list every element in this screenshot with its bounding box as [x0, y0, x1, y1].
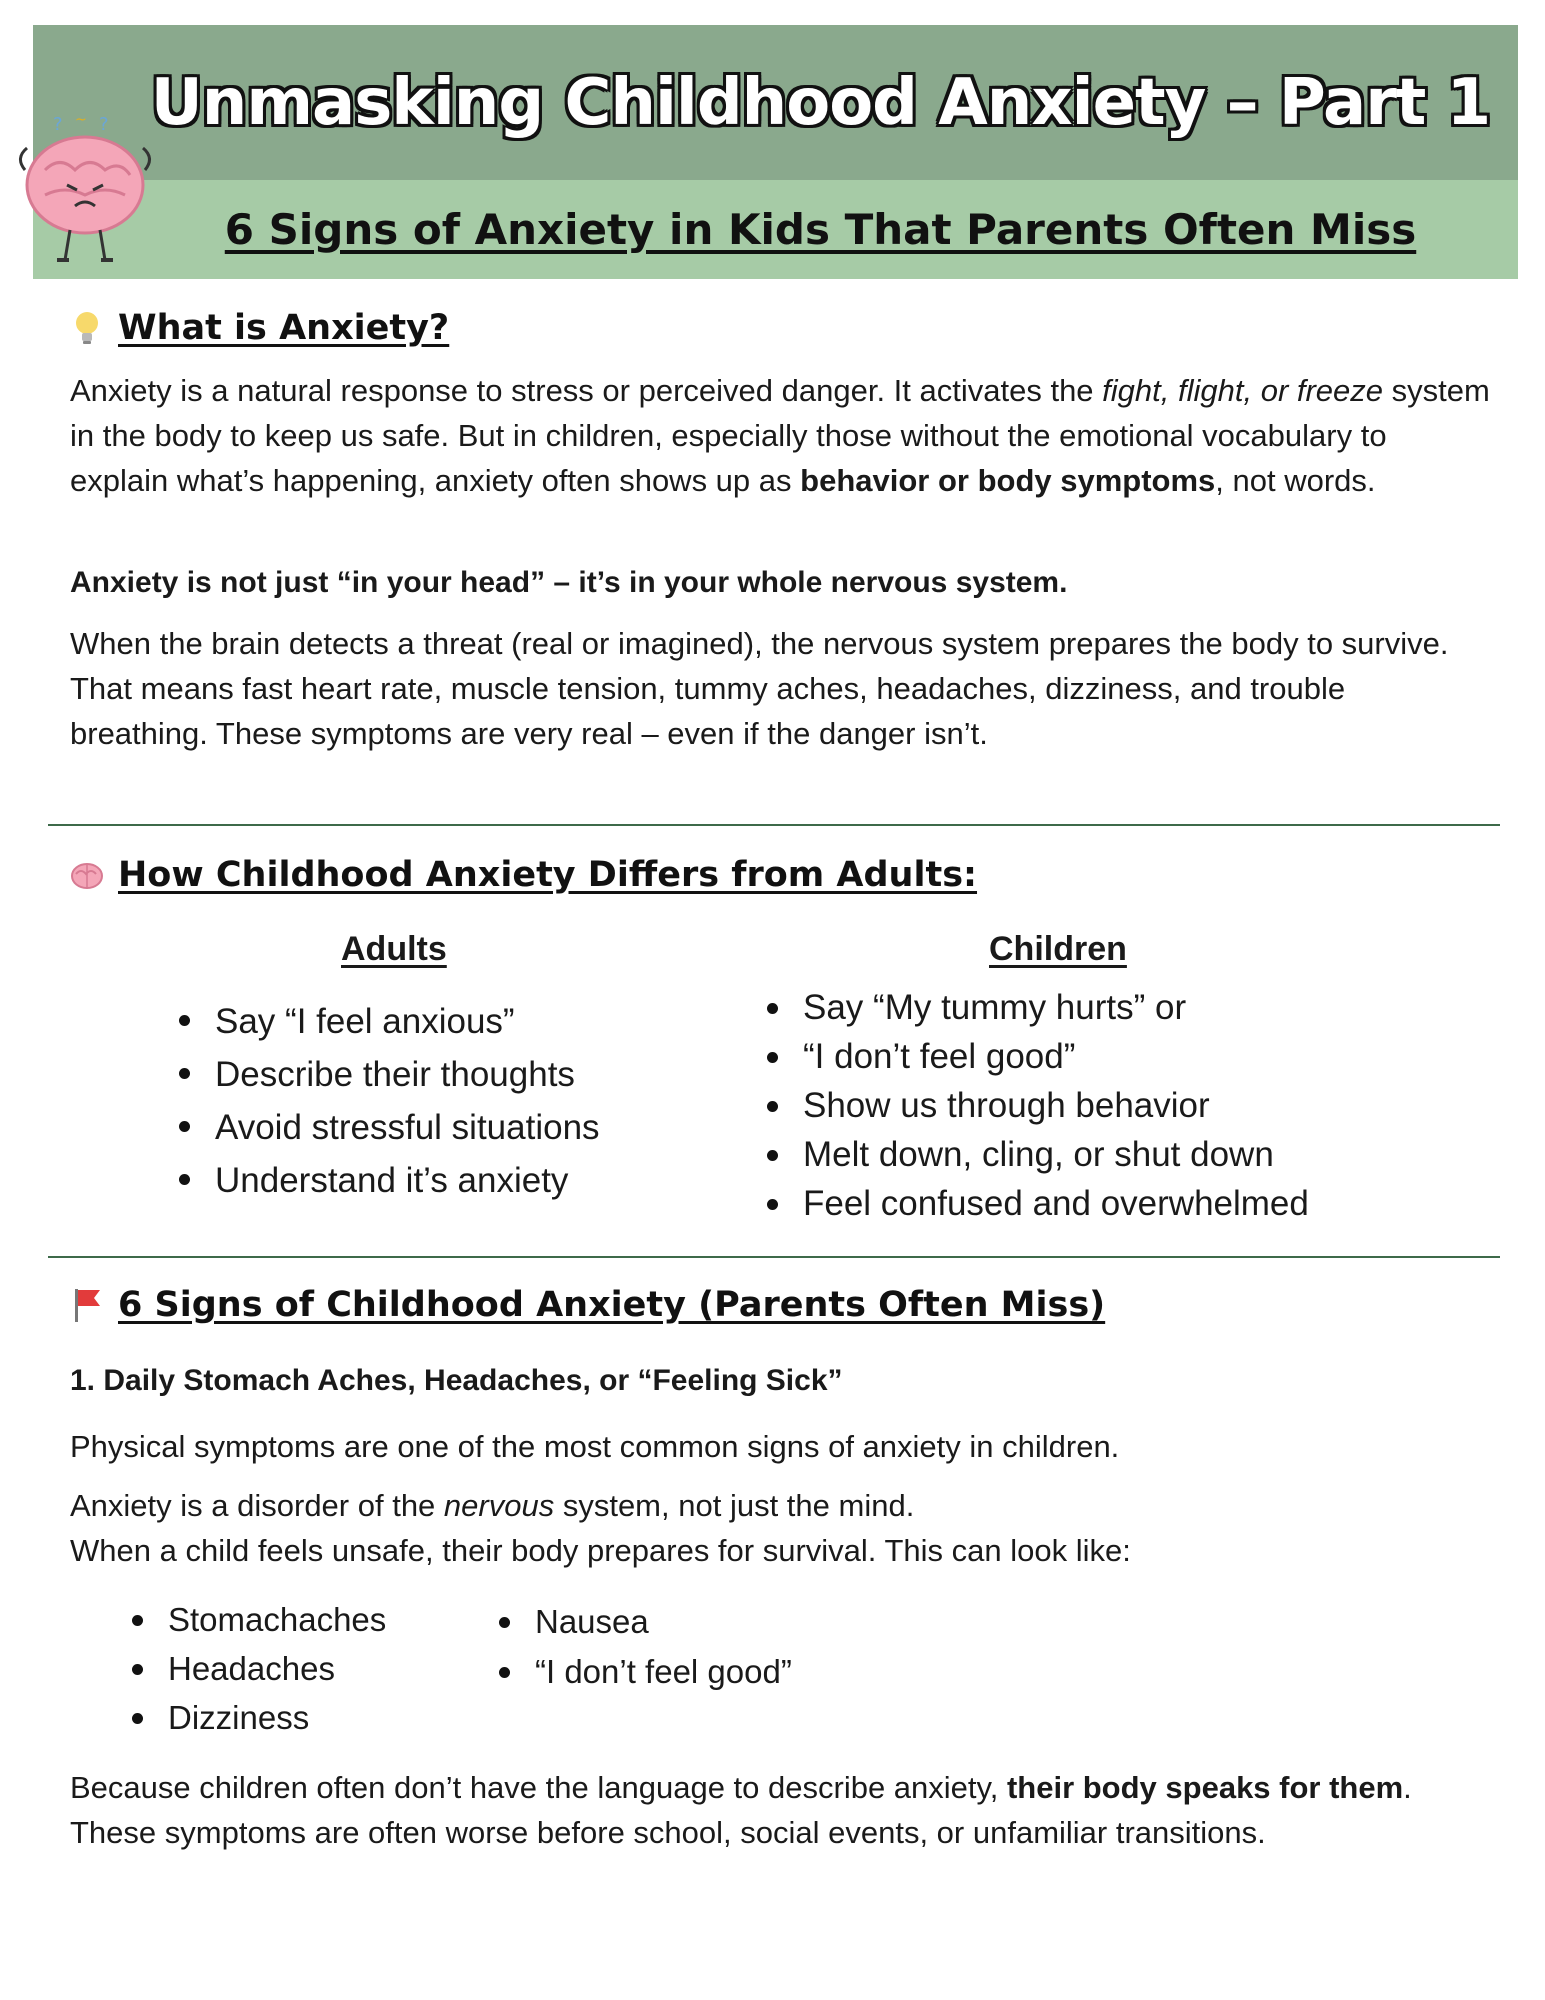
nervous-system-statement: Anxiety is not just “in your head” – it’s in your whole nervous system.	[70, 566, 1068, 599]
list-item: Avoid stressful situations	[175, 1101, 600, 1154]
signs-p4-part-b: . These symptoms are often worse before school, social events, or unfamiliar transitions.	[70, 1770, 1412, 1850]
list-item: Feel confused and overwhelmed	[763, 1179, 1309, 1228]
list-item: Melt down, cling, or shut down	[763, 1130, 1309, 1179]
list-item: “I don’t feel good”	[495, 1647, 792, 1697]
list-item: Say “My tummy hurts” or	[763, 983, 1309, 1032]
signs-section	[70, 1285, 1510, 1325]
signs-p3-text: When a child feels unsafe, their body prepares for survival. This can look like:	[70, 1533, 1131, 1568]
list-item: Stomachaches	[128, 1595, 386, 1644]
list-item: Show us through behavior	[763, 1081, 1309, 1130]
what-is-heading-text: What is Anxiety?	[118, 308, 450, 348]
page-title: Unmasking Childhood Anxiety – Part 1	[150, 65, 1491, 140]
what-is-paragraph-1	[70, 368, 1490, 503]
children-list	[763, 983, 1309, 1228]
section-divider-1	[48, 824, 1500, 826]
signs-paragraph-1	[70, 1424, 1490, 1469]
list-item: Dizziness	[128, 1693, 386, 1742]
p2-text: When the brain detects a threat (real or imagined), the nervous system prepares the body to survive. That means fast heart rate, muscle tension, tummy aches, headaches, dizziness, and trouble breathing. These symptoms are very real – even if the danger isn’t.	[70, 626, 1449, 751]
lightbulb-icon	[70, 309, 104, 347]
list-item: Understand it’s anxiety	[175, 1154, 600, 1207]
brain-mascot-icon	[5, 110, 165, 270]
differs-section	[70, 855, 1510, 895]
p1-part-a: Anxiety is a natural response to stress or perceived danger. It activates the	[70, 373, 1103, 408]
adults-list	[175, 995, 600, 1207]
signs-p1-text: Physical symptoms are one of the most common signs of anxiety in children.	[70, 1429, 1120, 1464]
svg-text:~: ~	[75, 112, 87, 128]
list-item: Describe their thoughts	[175, 1048, 600, 1101]
list-item-continuation	[763, 1032, 1309, 1081]
header-title-bar	[33, 25, 1518, 180]
list-item: Say “I feel anxious”	[175, 995, 600, 1048]
signs-paragraph-4	[70, 1765, 1470, 1855]
signs-p4-part-a: Because children often don’t have the language to describe anxiety,	[70, 1770, 1007, 1805]
header-banner	[33, 25, 1518, 279]
red-flag-icon	[70, 1286, 104, 1324]
p1-fight-flight: fight, flight, or freeze	[1102, 373, 1384, 408]
what-is-heading	[70, 308, 1510, 348]
section-divider-2	[48, 1256, 1500, 1258]
signs-p2-italic: nervous	[443, 1488, 555, 1523]
list-item: Nausea	[495, 1597, 792, 1647]
signs-heading-text: 6 Signs of Childhood Anxiety (Parents Often Miss)	[118, 1285, 1106, 1325]
svg-text:?: ?	[99, 114, 109, 135]
differs-heading	[70, 855, 1510, 895]
header-subtitle-bar	[33, 180, 1518, 279]
page-subtitle: 6 Signs of Anxiety in Kids That Parents Often Miss	[224, 205, 1417, 254]
signs-p2-part-a: Anxiety is a disorder of the	[70, 1488, 444, 1523]
svg-text:?: ?	[53, 114, 63, 135]
symptoms-list-right	[495, 1597, 792, 1697]
list-item: Headaches	[128, 1644, 386, 1693]
symptoms-list-left	[128, 1595, 386, 1742]
p1-bold: behavior or body symptoms	[800, 463, 1216, 498]
p1-part-c: , not words.	[1215, 463, 1376, 498]
children-column-heading: Children	[989, 930, 1127, 968]
what-is-section	[70, 308, 1510, 348]
signs-heading	[70, 1285, 1510, 1325]
signs-p2-part-b: system, not just the mind.	[554, 1488, 915, 1523]
p1-part-b: system in the body to keep us safe. But in children, especially those without the emotional vocabulary to explain what’s happening, anxiety often shows up as	[70, 373, 1490, 498]
brain-icon	[70, 856, 104, 894]
what-is-paragraph-2	[70, 621, 1470, 756]
signs-p4-bold: their body speaks for them	[1006, 1770, 1404, 1805]
signs-paragraph-2	[70, 1483, 1490, 1573]
differs-heading-text: How Childhood Anxiety Differs from Adults:	[118, 855, 978, 895]
continuation-text: “I don’t feel good”	[803, 1037, 1076, 1076]
adults-column-heading: Adults	[341, 930, 447, 968]
sign-1-title: 1. Daily Stomach Aches, Headaches, or “Feeling Sick”	[70, 1364, 843, 1397]
